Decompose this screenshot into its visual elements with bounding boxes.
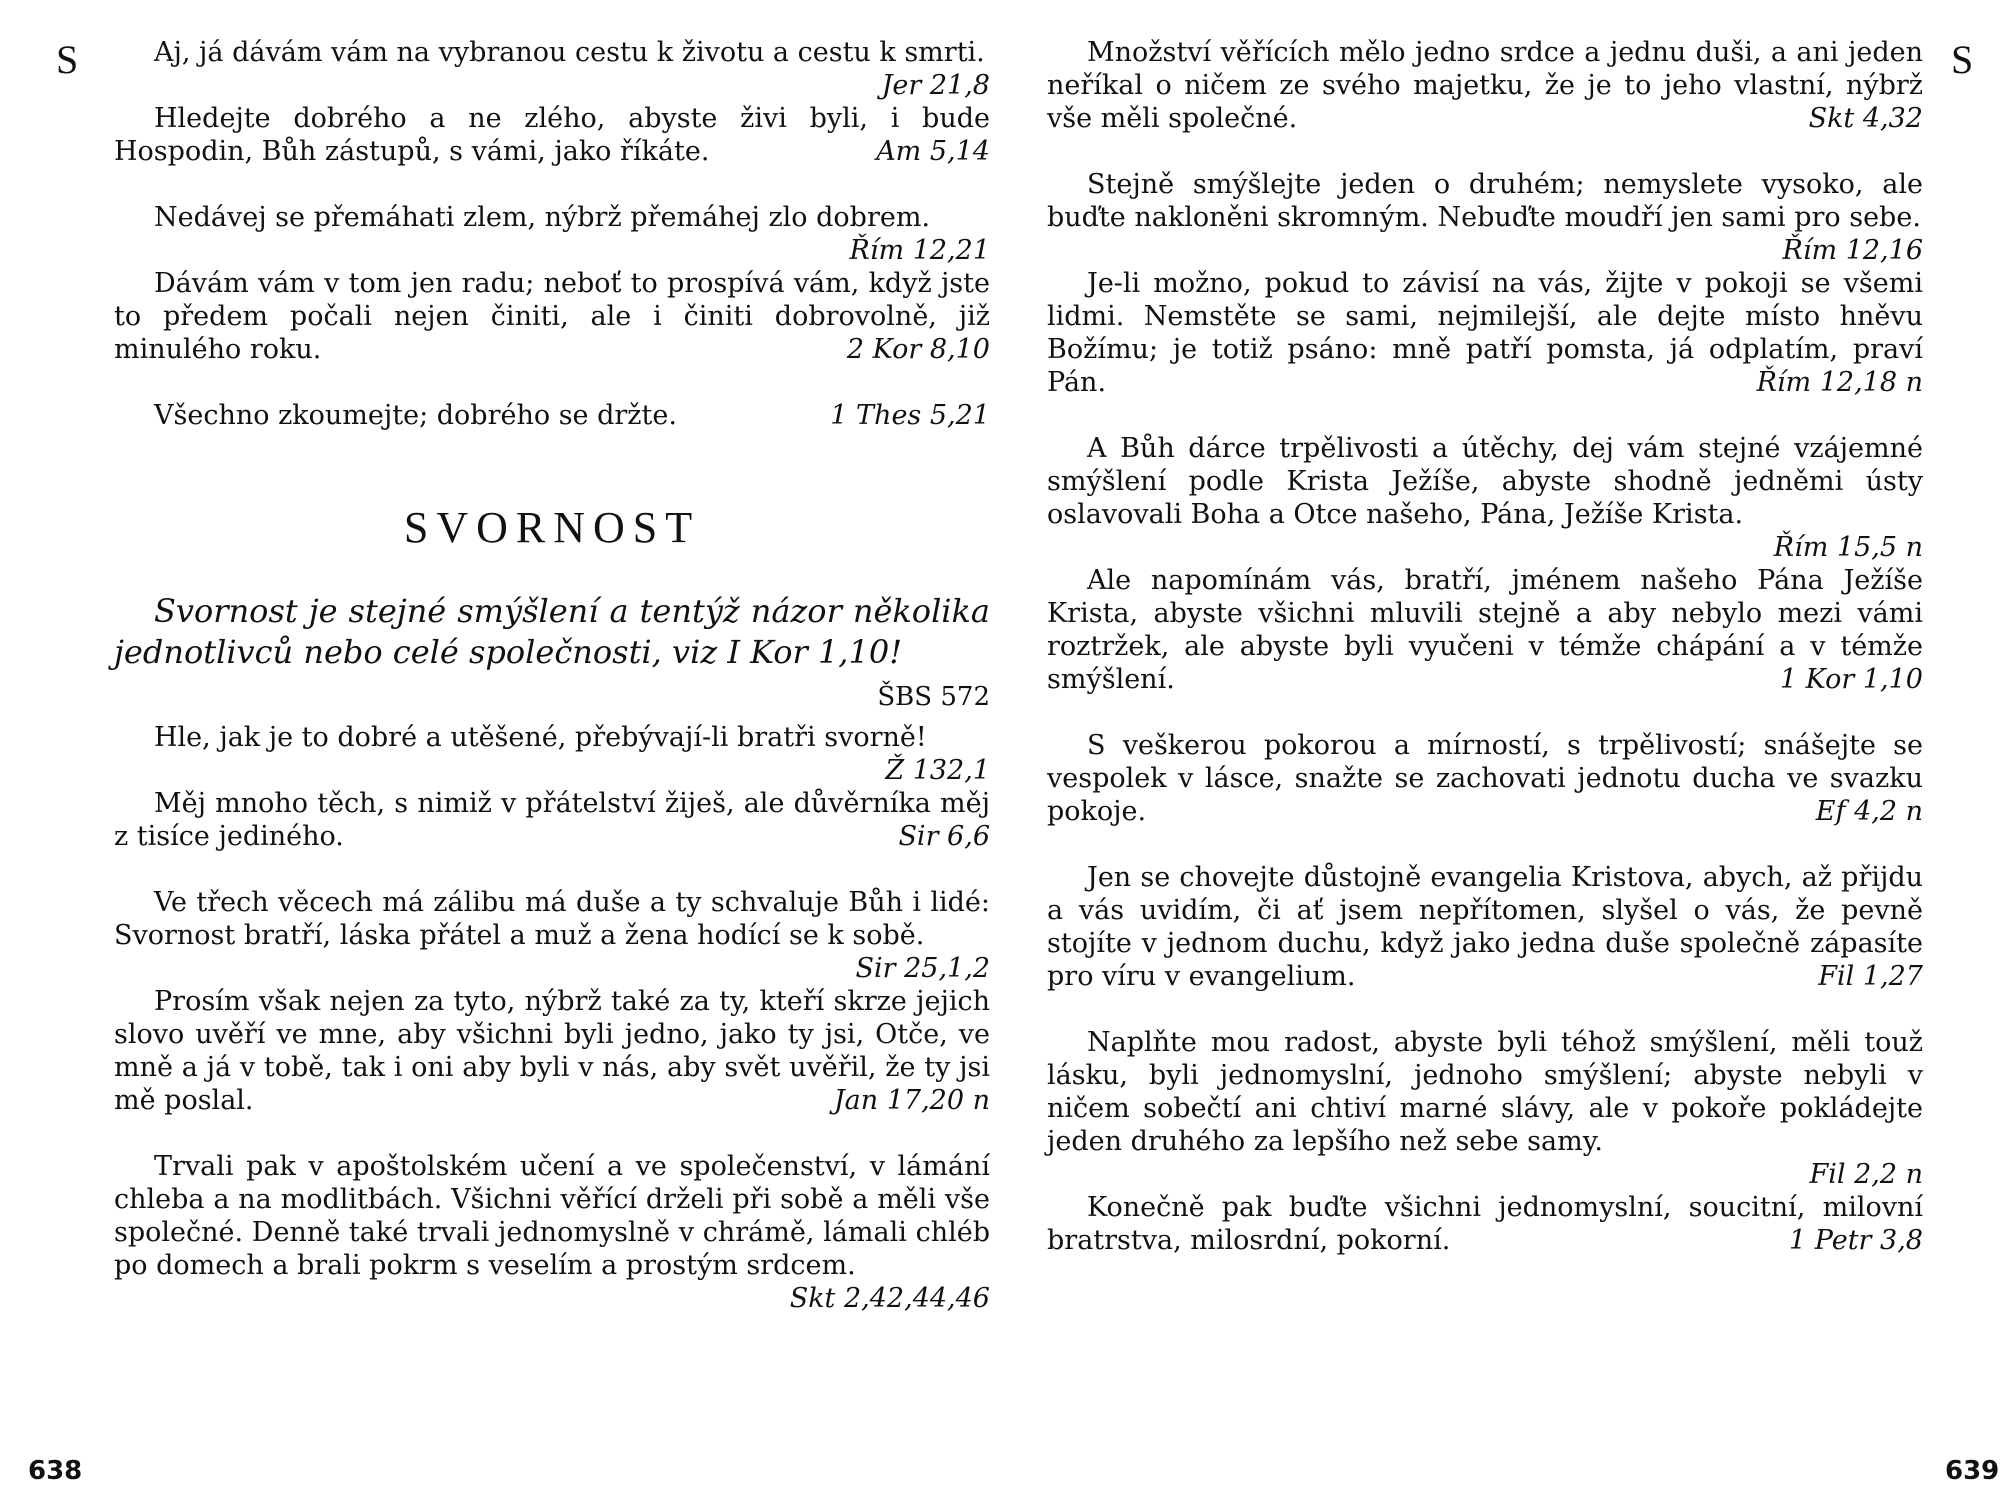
left-column [114, 36, 990, 1315]
verse-reference: 1 Kor 1,10 [1779, 664, 1923, 695]
verse-text: Dávám vám v tom jen radu; neboť to prospívá vám, když jste to předem počali nejen činiti, ale i činiti dobrovolně, již minulého roku. [114, 268, 990, 365]
verse-entry [114, 36, 990, 101]
verse-entry [114, 787, 990, 853]
verse-entry [114, 399, 990, 432]
verse-entry [1047, 168, 1923, 266]
verse-text: Množství věřících mělo jedno srdce a jednu duši, a ani jeden neříkal o ničem ze svého majetku, že je to jeho vlastní, nýbrž vše měli společné. [1047, 37, 1923, 134]
section-intro [114, 591, 990, 712]
thumb-index-letter: S [1951, 37, 1974, 82]
verse-text: A Bůh dárce trpělivosti a útěchy, dej vám stejné vzájemné smýšlení podle Krista Ježíše, abyste shodně jedněmi ústy oslavovali Boha a Otce našeho, Pána, Ježíše Krista. [1047, 433, 1923, 530]
verse-reference: Jan 17,20 n [833, 1085, 990, 1116]
verse-reference: Řím 12,21 [849, 235, 990, 266]
verse-reference: Sir 25,1,2 [855, 953, 990, 984]
verse-entry [114, 985, 990, 1117]
section-heading: SVORNOST [403, 503, 701, 552]
verse-entry [1047, 729, 1923, 828]
verse-reference: Sir 6,6 [898, 821, 990, 852]
verse-entry [114, 201, 990, 267]
verse-reference: Fil 2,2 n [1809, 1159, 1923, 1190]
verse-reference: Skt 4,32 [1808, 103, 1923, 134]
verse-reference: Skt 2,42,44,46 [789, 1283, 990, 1314]
verse-text: Nedávej se přemáhati zlem, nýbrž přemáhej zlo dobrem. [154, 202, 931, 233]
verse-entry [1047, 564, 1923, 696]
verse-reference: 1 Petr 3,8 [1789, 1225, 1923, 1256]
verse-entry [114, 1150, 990, 1314]
verse-text: Hle, jak je to dobré a utěšené, přebývají-li bratři svorně! [154, 722, 927, 753]
verse-reference: 1 Thes 5,21 [830, 400, 990, 431]
intro-reference: ŠBS 572 [877, 682, 990, 712]
verse-entry [1047, 861, 1923, 993]
verse-reference: Řím 12,18 n [1756, 367, 1923, 398]
verse-text: Aj, já dávám vám na vybranou cestu k životu a cestu k smrti. [154, 37, 985, 68]
verse-text: Naplňte mou radost, abyste byli téhož smýšlení, měli touž lásku, byli jednomyslní, jednoho smýšlení; abyste nebyli v ničem sobečtí ani chtiví marné slávy, ale v pokoře pokládejte jeden druhého za lepšího než sebe samy. [1047, 1027, 1923, 1157]
verse-entry [114, 267, 990, 366]
verse-text: Stejně smýšlejte jeden o druhém; nemyslete vysoko, ale buďte nakloněni skromným. Nebuďte moudří jen sami pro sebe. [1047, 169, 1923, 233]
verse-entry [114, 102, 990, 168]
verse-reference: Řím 12,16 [1782, 235, 1923, 266]
page-number: 638 [28, 1456, 83, 1486]
verse-text: S veškerou pokorou a mírností, s trpělivostí; snášejte se vespolek v lásce, snažte se zachovati jednotu ducha ve svazku pokoje. [1047, 730, 1923, 827]
verse-entry [1047, 432, 1923, 564]
verse-text: Měj mnoho těch, s nimiž v přátelství žiješ, ale důvěrníka měj z tisíce jediného. [114, 788, 990, 852]
verse-text: Hledejte dobrého a ne zlého, abyste živi byli, i bude Hospodin, Bůh zástupů, s vámi, jako říkáte. [114, 103, 990, 167]
verse-text: Všechno zkoumejte; dobrého se držte. [154, 400, 677, 431]
verse-entry [1047, 267, 1923, 399]
verse-text: Konečně pak buďte všichni jednomyslní, soucitní, milovní bratrstva, milosrdní, pokorní. [1047, 1192, 1923, 1256]
verse-text: Je-li možno, pokud to závisí na vás, žijte v pokoji se všemi lidmi. Nemstěte se sami, nejmilejší, ale dejte místo hněvu Božímu; je totiž psáno: mně patří pomsta, já odplatím, praví Pán. [1047, 268, 1923, 398]
verse-entry [114, 886, 990, 984]
verse-entry [114, 721, 990, 786]
verse-text: Ale napomínám vás, bratří, jménem našeho Pána Ježíše Krista, abyste všichni mluvili stejně a aby nebylo mezi vámi roztržek, ale abyste byli vyučeni v témže chápání a v témže smýšlení. [1047, 565, 1923, 695]
thumb-index-letter: S [56, 37, 79, 82]
verse-text: Jen se chovejte důstojně evangelia Kristova, abych, až přijdu a vás uvidím, či ať jsem nepřítomen, slyšel o vás, že pevně stojíte v jednom duchu, když jako jedna duše společně zápasíte pro víru v evangelium. [1047, 862, 1923, 992]
verse-reference: Jer 21,8 [881, 70, 990, 101]
intro-text: Svornost je stejné smýšlení a tentýž názor několika jednotlivců nebo celé společnosti, viz I Kor 1,10! [114, 592, 990, 671]
verse-text: Prosím však nejen za tyto, nýbrž také za ty, kteří skrze jejich slovo uvěří ve mne, aby všichni byli jedno, jako ty jsi, Otče, ve mně a já v tobě, tak i oni aby byli v nás, aby svět uvěřil, že ty jsi mě poslal. [114, 986, 990, 1116]
verse-reference: Ž 132,1 [885, 755, 990, 786]
verse-text: Ve třech věcech má zálibu má duše a ty schvaluje Bůh i lidé: Svornost bratří, láska přátel a muž a žena hodící se k sobě. [114, 887, 990, 951]
verse-reference: Fil 1,27 [1818, 961, 1923, 992]
verse-entry [1047, 1191, 1923, 1257]
verse-reference: Am 5,14 [876, 136, 990, 167]
verse-entry [1047, 1026, 1923, 1191]
page-number: 639 [1945, 1456, 2000, 1486]
right-page [1007, 0, 2014, 1501]
verse-entry [1047, 36, 1923, 135]
verse-reference: 2 Kor 8,10 [846, 334, 990, 365]
verse-reference: Řím 15,5 n [1773, 532, 1923, 563]
right-column [1047, 36, 1923, 1290]
verse-text: Trvali pak v apoštolském učení a ve společenství, v lámání chleba a na modlitbách. Všichni věřící drželi při sobě a měli vše společné. Denně také trvali jednomyslně v chrámě, lámali chléb po domech a brali pokrm s veselím a prostým srdcem. [114, 1151, 990, 1281]
verse-reference: Ef 4,2 n [1815, 796, 1923, 827]
